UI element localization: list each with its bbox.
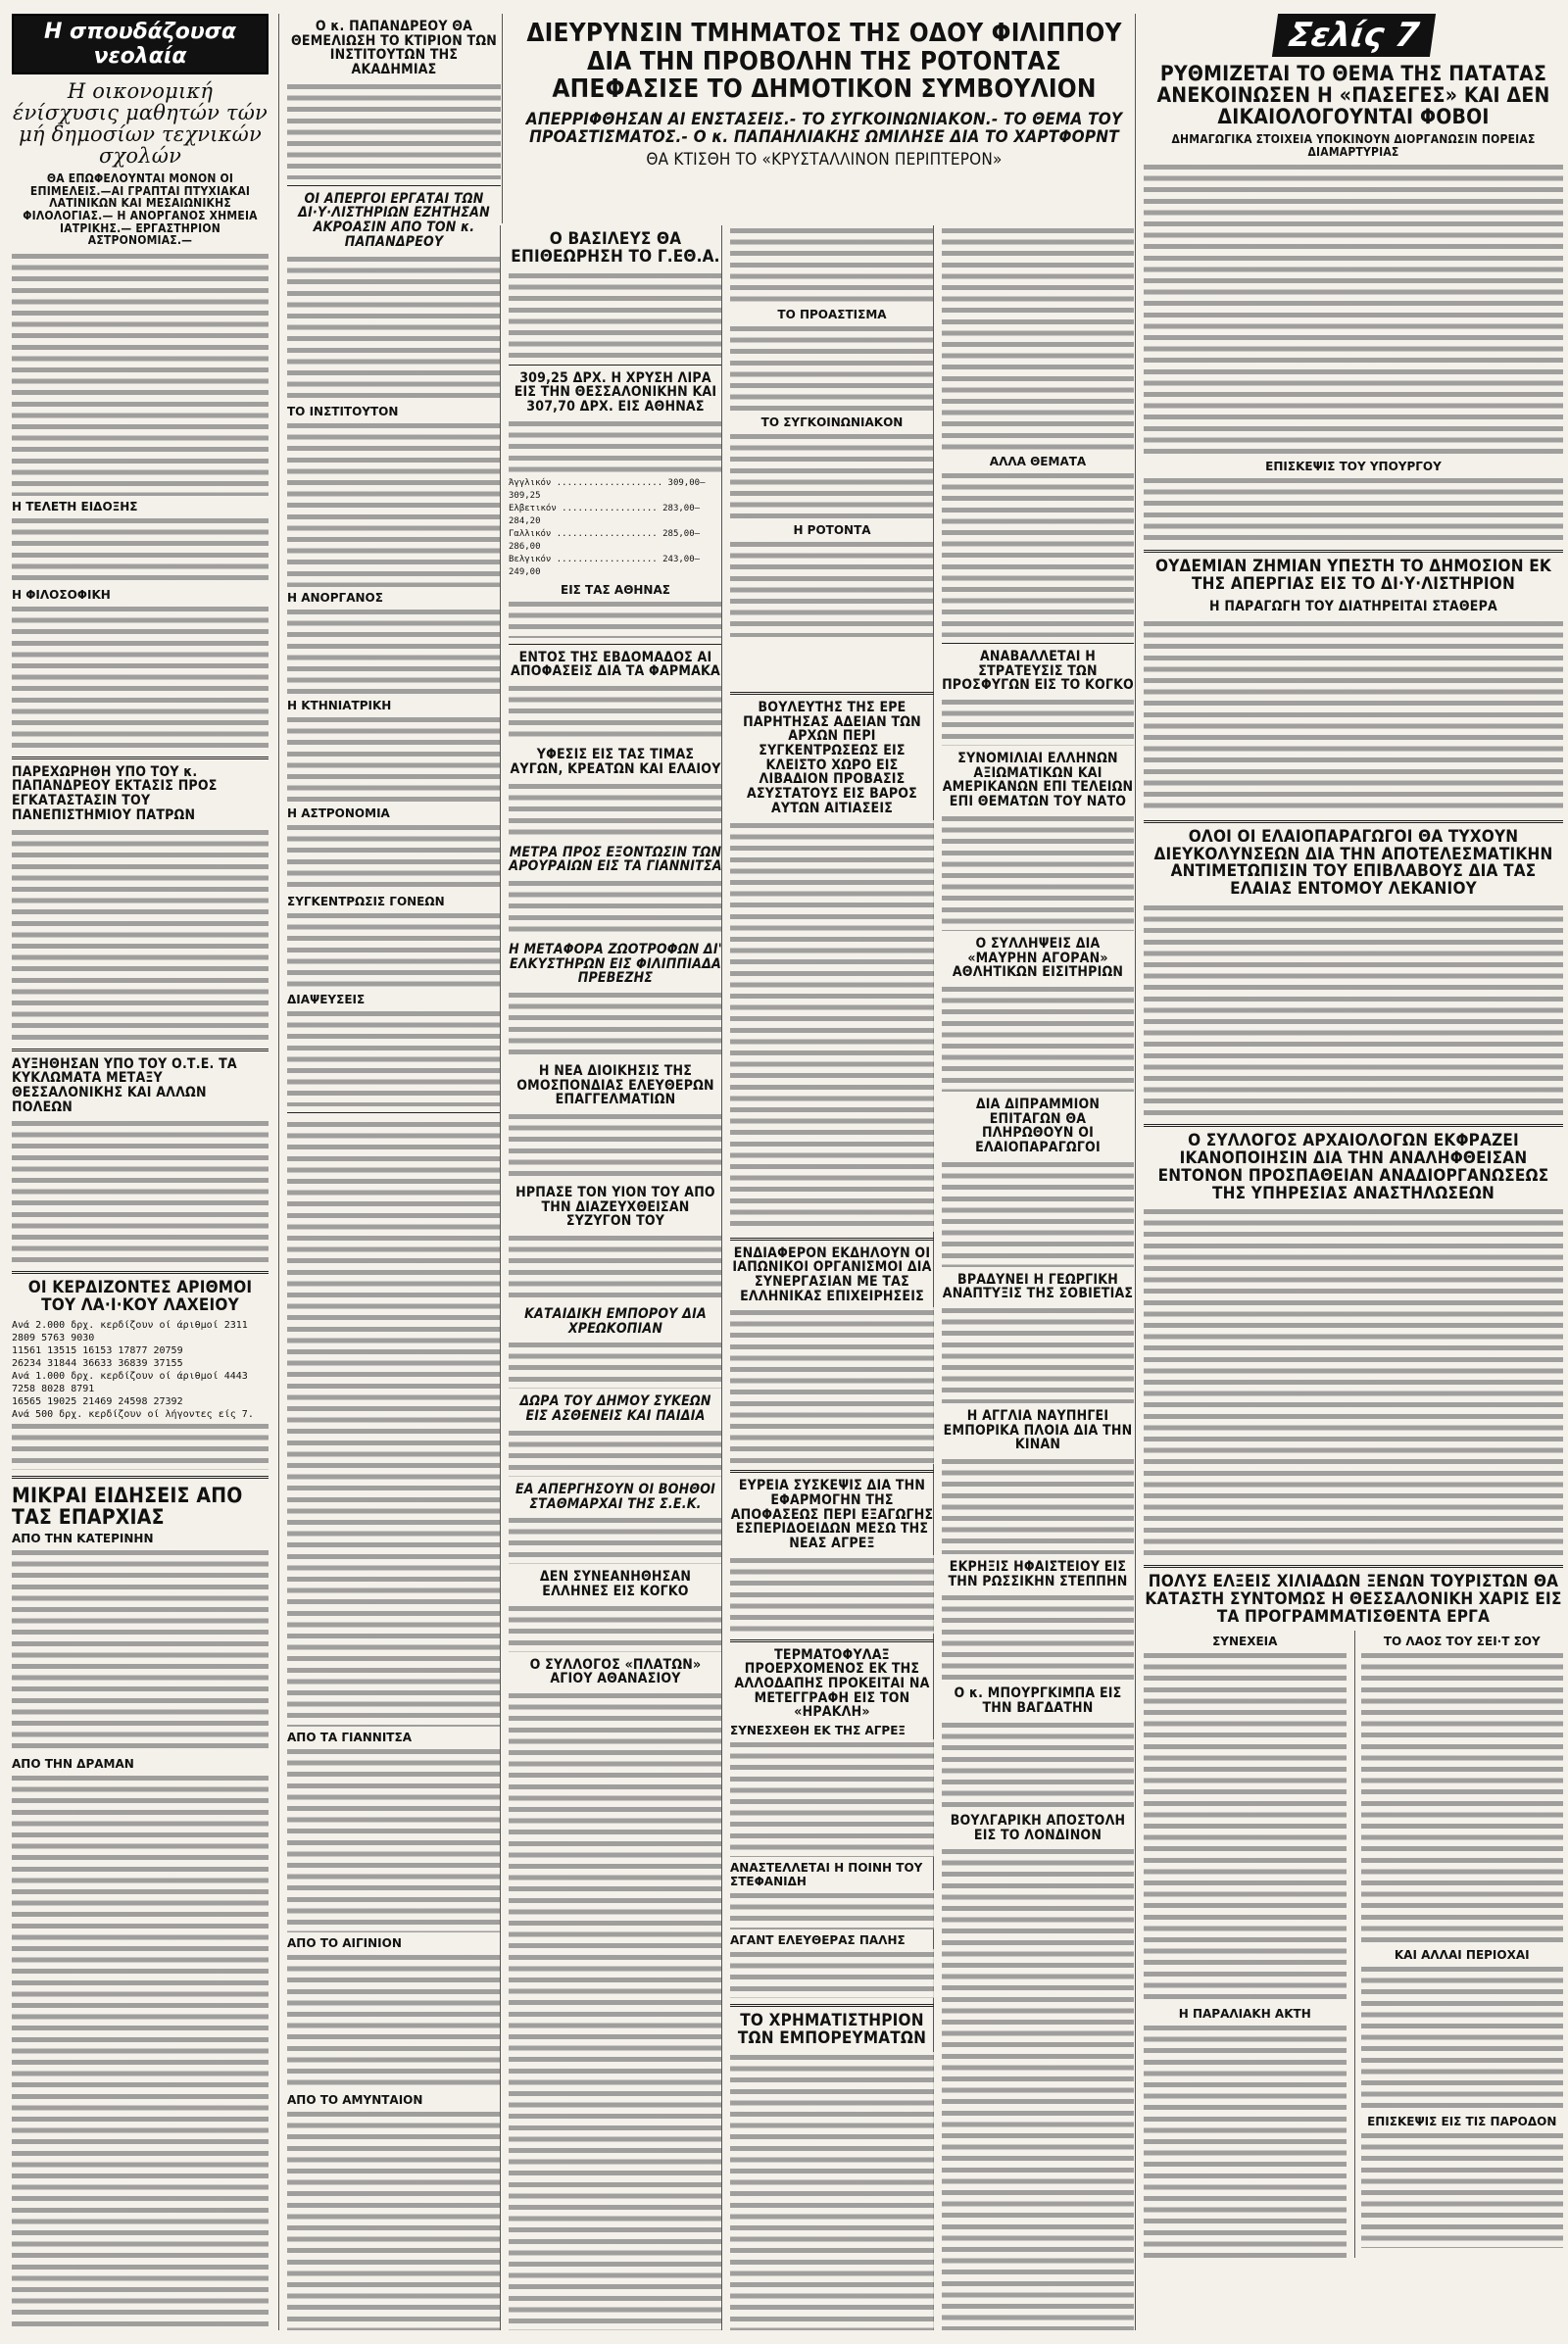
article-body: [12, 604, 269, 751]
article-body: [509, 1603, 722, 1652]
gold-row: Ελβετικόν .................. 283,00—284,20: [509, 503, 701, 526]
headline-gold-sovereign: 309,25 ΔΡΧ. Η ΧΡΥΣΗ ΛΙΡΑ ΕΙΣ ΤΗΝ ΘΕΣΣΑΛΟΝΙΚΗΝ ΚΑΙ 307,70 ΔΡΧ. ΕΙΣ ΑΘΗΝΑΣ: [514, 369, 717, 415]
subhead-filippou-street: ΑΠΕΡΡΙΦΘΗΣΑΝ ΑΙ ΕΝΣΤΑΣΕΙΣ.- ΤΟ ΣΥΓΚΟΙΝΩΝΙΑΚΟΝ.- ΤΟ ΘΕΜΑ ΤΟΥ ΠΡΟΑΣΤΙΣΜΑΤΟΣ.- Ο κ. ΠΑΠΑΗΛΙΑΚΗΣ ΩΜΙΛΗΣΕ ΔΙΑ ΤΟ ΧΑΡΤΦΟΡΝΤ: [525, 109, 1123, 147]
article-body: [509, 1515, 722, 1564]
article-body: [509, 781, 722, 840]
headline-potato: ΡΥΘΜΙΖΕΤΑΙ ΤΟ ΘΕΜΑ ΤΗΣ ΠΑΤΑΤΑΣ ΑΝΕΚΟΙΝΩΣΕΝ Η «ΠΑΣΕΓΕΣ» ΚΑΙ ΔΕΝ ΔΙΚΑΙΟΛΟΓΟΥΝΤΑΙ ΦΟΒΟΙ: [1156, 62, 1550, 129]
column-right: [1135, 14, 1563, 2330]
article-body: [287, 1119, 501, 1727]
article-body: [730, 2052, 934, 2330]
article-body: [942, 1592, 1134, 1681]
subhead-anorganos: Η ΑΝΟΡΓΑΝΟΣ: [287, 590, 383, 605]
article-body: [942, 1305, 1134, 1403]
headline-lottery: ΟΙ ΚΕΡΔΙΖΟΝΤΕΣ ΑΡΙΘΜΟΙ ΤΟΥ ΛΑ·Ι·ΚΟΥ ΛΑΧΕΙΟΥ: [27, 1278, 253, 1316]
headline-bankruptcy: ΚΑΤΑΙΔΙΚΗ ΕΜΠΟΡΟΥ ΔΙΑ ΧΡΕΩΚΟΠΙΑΝ: [524, 1306, 707, 1337]
subhead-stefanidis: ΑΝΑΣΤΕΛΛΕΤΑΙ Η ΠΟΙΝΗ ΤΟΥ ΣΤΕΦΑΝΙΔΗ: [730, 1861, 923, 1889]
article-body: [287, 81, 501, 179]
subhead-diapsefseis: ΔΙΑΨΕΥΣΕΙΣ: [287, 992, 366, 1006]
article-body: [287, 1008, 501, 1106]
article-body: [730, 1890, 934, 1929]
article-body: [509, 1340, 722, 1389]
article-body: [12, 1547, 269, 1753]
headline-olive-growers-payment: ΔΙΑ ΔΙΠΡΑΜΜΙΟΝ ΕΠΙΤΑΓΩΝ ΘΑ ΠΛΗΡΩΘΟΥΝ ΟΙ ΕΛΑΙΟΠΑΡΑΓΩΓΟΙ: [975, 1096, 1101, 1155]
headline-rats: ΜΕΤΡΑ ΠΡΟΣ ΕΞΟΝΤΩΣΙΝ ΤΩΝ ΑΡΟΥΡΑΙΩΝ ΕΙΣ ΤΑ ΓΙΑΝΝΙΤΣΑ: [509, 844, 722, 875]
article-body: [730, 1307, 934, 1464]
article-body: [12, 515, 269, 584]
article-body: [1144, 618, 1563, 814]
article-body: [509, 418, 722, 477]
headline-papandreou-academy: Ο κ. ΠΑΠΑΝΔΡΕΟΥ ΘΑ ΘΕΜΕΛΙΩΣΗ ΤΟ ΚΤΙΡΙΟΝ ΤΩΝ ΙΝΣΤΙΤΟΥΤΩΝ ΤΗΣ ΑΚΑΔΗΜΙΑΣ: [290, 19, 497, 78]
headline-kidnapping: ΗΡΠΑΣΕ ΤΟΝ ΥΙΟΝ ΤΟΥ ΑΠΟ ΤΗΝ ΔΙΑΖΕΥΧΘΕΙΣΑΝ ΣΥΖΥΓΟΝ ΤΟΥ: [515, 1185, 715, 1230]
headline-filippou-street: ΔΙΕΥΡΥΝΣΙΝ ΤΜΗΜΑΤΟΣ ΤΗΣ ΟΔΟΥ ΦΙΛΙΠΠΟΥ ΔΙΑ ΤΗΝ ΠΡΟΒΟΛΗΝ ΤΗΣ ΡΟΤΟΝΤΑΣ ΑΠΕΦΑΣΙΣΕ ΤΟ ΔΗΜΟΤΙΚΟΝ ΣΥΜΒΟΥΛΙΟΝ: [526, 19, 1122, 105]
headline-king-inspection: Ο ΒΑΣΙΛΕΥΣ ΘΑ ΕΠΙΘΕΩΡΗΣΗ ΤΟ Γ.ΕΘ.Α.: [511, 229, 720, 267]
subhead-technical-schools: ΘΑ ΕΠΩΦΕΛΟΥΝΤΑΙ ΜΟΝΟΝ ΟΙ ΕΠΙΜΕΛΕΙΣ.—ΑΙ ΓΡΑΠΤΑΙ ΠΤΥΧΙΑΚΑΙ ΛΑΤΙΝΙΚΩΝ ΚΑΙ ΜΕΣΑΙΩΝΙΚΗΣ ΦΙΛΟΛΟΓΙΑΣ.— Η ΑΝΟΡΓΑΝΟΣ ΧΗΜΕΙΑ ΙΑΤΡΙΚΗΣ.— ΕΡΓΑΣΤΗΡΙΟΝ ΑΣΤΡΟΝΟΜΙΑΣ.—: [23, 171, 258, 248]
article-body: [509, 599, 722, 638]
article-body: [942, 1846, 1134, 2330]
headline-price-drop: ΥΦΕΣΙΣ ΕΙΣ ΤΑΣ ΤΙΜΑΣ ΑΥΓΩΝ, ΚΡΕΑΤΩΝ ΚΑΙ ΕΛΑΙΟΥ: [510, 747, 721, 777]
headline-fodder-transport: Η ΜΕΤΑΦΟΡΑ ΖΩΟΤΡΟΦΩΝ ΔΙ' ΕΛΚΥΣΤΗΡΩΝ ΕΙΣ ΦΙΛΙΠΠΙΑΔΑ ΠΡΕΒΕΖΗΣ: [509, 941, 722, 987]
subhead-wrestling: ΑΓΑΝΤ ΕΛΕΥΘΕΡΑΣ ΠΑΛΗΣ: [730, 1933, 906, 1948]
lottery-row: 11561 13515 16153 17877 20759: [12, 1344, 183, 1356]
lottery-row: Ανά 500 δρχ. κερδίζουν οί λήγοντες είς 7.: [12, 1408, 254, 1420]
article-body: [1361, 2130, 1564, 2248]
subhead-synkoinoniakon: ΤΟ ΣΥΓΚΟΙΝΩΝΙΑΚΟΝ: [760, 415, 904, 429]
headline-archaeologists: Ο ΣΥΛΛΟΓΟΣ ΑΡΧΑΙΟΛΟΓΩΝ ΕΚΦΡΑΖΕΙ ΙΚΑΝΟΠΟΙΗΣΙΝ ΔΙΑ ΤΗΝ ΑΝΑΛΗΦΘΕΙΣΑΝ ΕΝΤΟΝΟΝ ΠΡΟΣΠΑΘΕΙΑΝ ΑΝΑΔΙΟΡΓΑΝΩΣΕΩΣ ΤΗΣ ΥΠΗΡΕΣΙΑΣ ΑΝΑΣΤΗΛΩΣΕΩΝ: [1157, 1131, 1549, 1203]
headline-refinery-strike: ΟΥΔΕΜΙΑΝ ΖΗΜΙΑΝ ΥΠΕΣΤΗ ΤΟ ΔΗΜΟΣΙΟΝ ΕΚ ΤΗΣ ΑΠΕΡΓΙΑΣ ΕΙΣ ΤΟ ΔΙ·Υ·ΛΙΣΤΗΡΙΟΝ: [1155, 557, 1551, 595]
article-body: [730, 1555, 934, 1634]
center-lead: [502, 14, 1138, 223]
article-body: [12, 1773, 269, 2330]
article-body: [1144, 1206, 1563, 1559]
article-body: [509, 1233, 722, 1301]
subhead-proastisma: ΤΟ ΠΡΟΑΣΤΙΣΜΑ: [777, 308, 887, 321]
subhead-paraliaki: Η ΠΑΡΑΛΙΑΚΗ ΑΚΤΗ: [1178, 2006, 1311, 2021]
article-body: [942, 470, 1134, 637]
center-stories: [721, 686, 934, 2330]
page-number-badge: Σελίς 7: [1272, 14, 1436, 57]
subhead-aiginio: ΑΠΟ ΤΟ ΑΙΓΙΝΙΟΝ: [287, 1935, 402, 1950]
column-1: [12, 14, 269, 2330]
lottery-row: 26234 31844 36633 36839 37155: [12, 1357, 183, 1369]
article-body: [1361, 1964, 1564, 2111]
article-body: [509, 683, 722, 742]
lottery-row: Ανά 2.000 δρχ. κερδίζουν οί άριθμοί 2311 2809 5763 9030: [12, 1319, 248, 1343]
article-body: [730, 225, 934, 304]
article-body: [730, 539, 934, 637]
subhead-filosofiki: Η ΦΙΛΟΣΟΦΙΚΗ: [12, 587, 111, 602]
subhead-agrex: ΣΥΝΕΣΧΕΘΗ ΕΚ ΤΗΣ ΑΓΡΕΞ: [730, 1724, 906, 1738]
subhead-laos: ΤΟ ΛΑΟΣ ΤΟΥ ΣΕΙ·Τ ΣΟΥ: [1383, 1634, 1541, 1648]
article-body: [287, 1952, 501, 2089]
subhead-athinas: ΕΙΣ ΤΑΣ ΑΘΗΝΑΣ: [561, 582, 670, 597]
article-body: [730, 820, 934, 1232]
column-5: [933, 225, 1134, 2330]
subhead-katerini: ΑΠΟ ΤΗΝ ΚΑΤΕΡΙΝΗΝ: [12, 1532, 154, 1546]
article-body: [287, 910, 501, 989]
headline-japanese-organisations: ΕΝΔΙΑΦΕΡΟΝ ΕΚΔΗΛΟΥΝ ΟΙ ΙΑΠΩΝΙΚΟΙ ΟΡΓΑΝΙΣΜΟΙ ΔΙΑ ΣΥΝΕΡΓΑΣΙΑΝ ΜΕ ΤΑΣ ΕΛΛΗΝΙΚΑΣ ΕΠΙΧΕΙΡΗΣΕΙΣ: [732, 1245, 932, 1304]
article-body: [1144, 475, 1563, 544]
article-body: [730, 1739, 934, 1857]
article-body: [1361, 1650, 1564, 1944]
headline-gifts: ΔΩΡΑ ΤΟΥ ΔΗΜΟΥ ΣΥΚΕΩΝ ΕΙΣ ΑΣΘΕΝΕΙΣ ΚΑΙ ΠΑΙΔΙΑ: [519, 1393, 711, 1425]
subhead-drama: ΑΠΟ ΤΗΝ ΔΡΑΜΑΝ: [12, 1757, 134, 1772]
headline-commodity-exchange: ΤΟ ΧΡΗΜΑΤΙΣΤΗΡΙΟΝ ΤΩΝ ΕΜΠΟΡΕΥΜΑΤΩΝ: [737, 2011, 927, 2048]
article-body: [942, 225, 1134, 451]
article-body: [730, 1949, 934, 1998]
article-body: [12, 1421, 269, 1470]
article-body: [287, 1746, 501, 1932]
headline-olive-insect: ΟΛΟΙ ΟΙ ΕΛΑΙΟΠΑΡΑΓΩΓΟΙ ΘΑ ΤΥΧΟΥΝ ΔΙΕΥΚΟΛΥΝΣΕΩΝ ΔΙΑ ΤΗΝ ΑΠΟΤΕΛΕΣΜΑΤΙΚΗΝ ΑΝΤΙΜΕΤΩΠΙΣΙΝ ΤΟΥ ΕΠΙΒΛΑΒΟΥΣ ΔΙΑ ΤΑΣ ΕΛΑΙΑΣ ΕΝΤΟΜΟΥ ΛΕΚΑΝΙΟΥ: [1153, 826, 1553, 900]
lottery-table: [12, 1319, 269, 1421]
headline-bulgarian-mission: ΒΟΥΛΓΑΡΙΚΗ ΑΠΟΣΤΟΛΗ ΕΙΣ ΤΟ ΛΟΝΔΙΝΟΝ: [950, 1812, 1126, 1843]
subhead-giannitsa: ΑΠΟ ΤΑ ΓΙΑΝΝΙΤΣΑ: [287, 1730, 412, 1744]
article-body: [942, 697, 1134, 746]
article-body: [287, 420, 501, 587]
article-body: [1144, 162, 1563, 456]
article-body: [509, 878, 722, 937]
subhead-production: Η ΠΑΡΑΓΩΓΗ ΤΟΥ ΔΙΑΤΗΡΕΙΤΑΙ ΣΤΑΘΕΡΑ: [1209, 599, 1497, 615]
subhead-potato: ΔΗΜΑΓΩΓΙΚΑ ΣΤΟΙΧΕΙΑ ΥΠΟΚΙΝΟΥΝ ΔΙΟΡΓΑΝΩΣΙΝ ΠΟΡΕΙΑΣ ΔΙΑΜΑΡΤΥΡΙΑΣ: [1171, 132, 1536, 159]
headline-technical-schools: Η οικονομική ένίσχυσις μαθητών τών μή δημοσίων τεχνικών σχολών: [12, 79, 269, 169]
lottery-row: 16565 19025 21469 24598 27392: [12, 1395, 183, 1407]
article-body: [1144, 2023, 1347, 2258]
article-body: [509, 990, 722, 1058]
gold-row: Άγγλικόν .................... 309,00—309,25: [509, 477, 706, 501]
subhead-synkentroseis: ΣΥΓΚΕΝΤΡΩΣΙΣ ΓΟΝΕΩΝ: [287, 894, 445, 908]
headline-refugees-congo: ΑΝΑΒΑΛΛΕΤΑΙ Η ΣΤΡΑΤΕΥΣΙΣ ΤΩΝ ΠΡΟΣΦΥΓΩΝ ΕΙΣ ΤΟ ΚΟΓΚΟ: [942, 649, 1134, 694]
article-body: [1144, 1650, 1347, 2003]
article-body: [12, 827, 269, 1043]
article-body: [12, 251, 269, 496]
headline-pharmaceuticals: ΕΝΤΟΣ ΤΗΣ ΕΒΔΟΜΑΔΟΣ ΑΙ ΑΠΟΦΑΣΕΙΣ ΔΙΑ ΤΑ ΦΑΡΜΑΚΑ: [511, 649, 720, 680]
article-body: [509, 270, 722, 359]
subhead-epanodou: ΕΠΙΣΚΕΨΙΣ ΕΙΣ ΤΙΣ ΠΑΡΟΔΟΝ: [1367, 2114, 1557, 2128]
headline-black-market: Ο ΣΥΛΛΗΨΕΙΣ ΔΙΑ «ΜΑΥΡΗΝ ΑΓΟΡΑΝ» ΑΘΛΗΤΙΚΩΝ ΕΙΣΙΤΗΡΙΩΝ: [952, 935, 1124, 981]
gold-row: Βελγικόν ................... 243,00—249,00: [509, 554, 701, 577]
article-body: [942, 984, 1134, 1092]
subhead-astronomia: Η ΑΣΤΡΟΝΟΜΙΑ: [287, 806, 390, 820]
article-body: [287, 607, 501, 695]
article-body: [730, 323, 934, 412]
lottery-row: Ανά 1.000 δρχ. κερδίζουν οί άριθμοί 4443 7258 8028 8791: [12, 1370, 248, 1394]
headline-ote-circuits: ΑΥΞΗΘΗΣΑΝ ΥΠΟ ΤΟΥ Ο.Τ.Ε. ΤΑ ΚΥΚΛΩΜΑΤΑ ΜΕΤΑΞΥ ΘΕΣΣΑΛΟΝΙΚΗΣ ΚΑΙ ΑΛΛΩΝ ΠΟΛΕΩΝ: [12, 1055, 237, 1115]
section-banner: Η σπουδάζουσα νεολαία: [12, 14, 269, 74]
article-body: [287, 822, 501, 891]
headline-station-strike: ΕΑ ΑΠΕΡΓΗΣΟΥΝ ΟΙ ΒΟΗΘΟΙ ΣΤΑΘΜΑΡΧΑΙ ΤΗΣ Σ.Ε.Κ.: [514, 1481, 716, 1512]
article-body: [509, 1690, 722, 2330]
subhead-synexeia: ΣΥΝΕΧΕΙΑ: [1212, 1634, 1278, 1648]
headline-nato-talks: ΣΥΝΟΜΙΛΙΑΙ ΕΛΛΗΝΩΝ ΑΞΙΩΜΑΤΙΚΩΝ ΚΑΙ ΑΜΕΡΙΚΑΝΩΝ ΕΠΙ ΤΕΛΕΙΩΝ ΕΠΙ ΘΕΜΑΤΩΝ ΤΟΥ ΝΑΤΟ: [942, 751, 1134, 810]
headline-volcano: ΕΚΡΗΞΙΣ ΗΦΑΙΣΤΕΙΟΥ ΕΙΣ ΤΗΝ ΡΩΣΣΙΚΗΝ ΣΤΕΠΠΗΝ: [948, 1559, 1128, 1589]
column-3: [500, 225, 722, 2330]
subhead-minister: ΕΠΙΣΚΕΨΙΣ ΤΟΥ ΥΠΟΥΡΓΟΥ: [1265, 460, 1442, 474]
article-body: [12, 1118, 269, 1265]
headline-congo: ΔΕΝ ΣΥΝΕΑΝΗΘΗΣΑΝ ΕΛΛΗΝΕΣ ΕΙΣ ΚΟΓΚΟ: [539, 1569, 692, 1599]
article-body: [942, 1720, 1134, 1808]
subhead-alla: ΑΛΛΑ ΘΕΜΑΤΑ: [989, 455, 1087, 468]
article-body: [287, 2109, 501, 2331]
subhead-rotonta: Η ΡΟΤΟΝΤΑ: [793, 523, 871, 537]
subhead-amyntaio: ΑΠΟ ΤΟ ΑΜΥΝΤΑΙΟΝ: [287, 2092, 423, 2107]
subhead-kliniki: Η ΚΤΗΝΙΑΤΡΙΚΗ: [287, 698, 392, 712]
headline-patras-university: ΠΑΡΕΧΩΡΗΘΗ ΥΠΟ ΤΟΥ κ. ΠΑΠΑΝΔΡΕΟΥ ΕΚΤΑΣΙΣ ΠΡΟΣ ΕΓΚΑΤΑΣΤΑΣΙΝ ΤΟΥ ΠΑΝΕΠΙΣΤΗΜΙΟΥ ΠΑΤΡΩΝ: [12, 763, 218, 823]
article-body: [1144, 903, 1563, 1118]
gold-table: [509, 477, 722, 579]
headline-goalkeeper: ΤΕΡΜΑΤΟΦΥΛΑΞ ΠΡΟΕΡΧΟΜΕΝΟΣ ΕΚ ΤΗΣ ΑΛΛΟΔΑΠΗΣ ΠΡΟΚΕΙΤΑΙ ΝΑ ΜΕΤΕΓΓΡΑΦΗ ΕΙΣ ΤΟΝ «ΗΡΑΚΛΗ»: [734, 1646, 930, 1721]
headline-provinces: ΜΙΚΡΑΙ ΕΙΔΗΣΕΙΣ ΑΠΟ ΤΑΣ ΕΠΑΡΧΙΑΣ: [12, 1483, 243, 1529]
headline-federation: Η ΝΕΑ ΔΙΟΙΚΗΣΙΣ ΤΗΣ ΟΜΟΣΠΟΝΔΙΑΣ ΕΛΕΥΘΕΡΩΝ ΕΠΑΓΓΕΛΜΑΤΙΩΝ: [516, 1062, 714, 1108]
subhead-institouton: ΤΟ ΙΝΣΤΙΤΟΥΤΟΝ: [287, 404, 399, 418]
article-body: [287, 714, 501, 803]
headline-platon-society: Ο ΣΥΛΛΟΓΟΣ «ΠΛΑΤΩΝ» ΑΓΙΟΥ ΑΘΑΝΑΣΙΟΥ: [529, 1656, 702, 1687]
subhead-crystal-pavilion: ΘΑ ΚΤΙΣΘΗ ΤΟ «ΚΡΥΣΤΑΛΛΙΝΟΝ ΠΕΡΙΠΤΕΡΟΝ»: [646, 150, 1003, 171]
gold-row: Γαλλικόν ................... 285,00—286,00: [509, 528, 701, 552]
article-body: [942, 1159, 1134, 1267]
headline-refinery-strikers: ΟΙ ΑΠΕΡΓΟΙ ΕΡΓΑΤΑΙ ΤΩΝ ΔΙ·Υ·ΛΙΣΤΗΡΙΩΝ ΕΖΗΤΗΣΑΝ ΑΚΡΟΑΣΙΝ ΑΠΟ ΤΟΝ κ. ΠΑΠΑΝΔΡΕΟΥ: [298, 190, 490, 250]
headline-tourists: ΠΟΛΥΣ ΕΛΞΕΙΣ ΧΙΛΙΑΔΩΝ ΞΕΝΩΝ ΤΟΥΡΙΣΤΩΝ ΘΑ ΚΑΤΑΣΤΗ ΣΥΝΤΟΜΩΣ Η ΘΕΣΣΑΛΟΝΙΚΗ ΧΑΡΙΣ ΕΙΣ ΤΑ ΠΡΟΓΡΑΜΜΑΤΙΣΘΕΝΤΑ ΕΡΓΑ: [1145, 1572, 1562, 1628]
article-body: [287, 254, 501, 401]
headline-soviet-agriculture: ΒΡΑΔΥΝΕΙ Η ΓΕΩΡΓΙΚΗ ΑΝΑΠΤΥΞΙΣ ΤΗΣ ΣΟΒΙΕΤΙΑΣ: [942, 1271, 1134, 1302]
article-body: [942, 813, 1134, 931]
article-body: [730, 431, 934, 519]
subhead-perioxai: ΚΑΙ ΑΛΛΑΙ ΠΕΡΙΟΧΑΙ: [1394, 1947, 1530, 1962]
column-2: [278, 14, 501, 2330]
article-body: [509, 1428, 722, 1477]
headline-bourguiba: Ο κ. ΜΠΟΥΡΓΚΙΜΠΑ ΕΙΣ ΤΗΝ ΒΑΓΔΑΤΗΝ: [954, 1685, 1122, 1717]
headline-ere-deputy: ΒΟΥΛΕΥΤΗΣ ΤΗΣ ΕΡΕ ΠΑΡΗΤΗΣΑΣ ΑΔΕΙΑΝ ΤΩΝ ΑΡΧΩΝ ΠΕΡΙ ΣΥΓΚΕΝΤΡΩΣΕΩΣ ΕΙΣ ΚΛΕΙΣΤΟ ΧΩΡΟ ΕΙΣ ΛΙΒΑΔΙΟΝ ΠΡΟΒΑΣΙΣ ΑΣΥΣΤΑΤΟΥΣ ΕΙΣ ΒΑΡΟΣ ΑΥΤΩΝ ΑΙΤΙΑΣΕΙΣ: [743, 700, 921, 816]
article-body: [509, 1111, 722, 1180]
headline-citrus-exports: ΕΥΡΕΙΑ ΣΥΣΚΕΨΙΣ ΔΙΑ ΤΗΝ ΕΦΑΡΜΟΓΗΝ ΤΗΣ ΑΠΟΦΑΣΕΩΣ ΠΕΡΙ ΕΞΑΓΩΓΗΣ ΕΣΠΕΡΙΔΟΕΙΔΩΝ ΜΕΣΩ ΤΗΣ ΝΕΑΣ ΑΓΡΕΞ: [730, 1478, 934, 1551]
subhead-teleti: Η ΤΕΛΕΤΗ ΕΙΔΟΞΗΣ: [12, 499, 138, 513]
headline-china-ships: Η ΑΓΓΛΙΑ ΝΑΥΠΗΓΕΙ ΕΜΠΟΡΙΚΑ ΠΛΟΙΑ ΔΙΑ ΤΗΝ ΚΙΝΑΝ: [943, 1408, 1133, 1453]
article-body: [942, 1456, 1134, 1554]
